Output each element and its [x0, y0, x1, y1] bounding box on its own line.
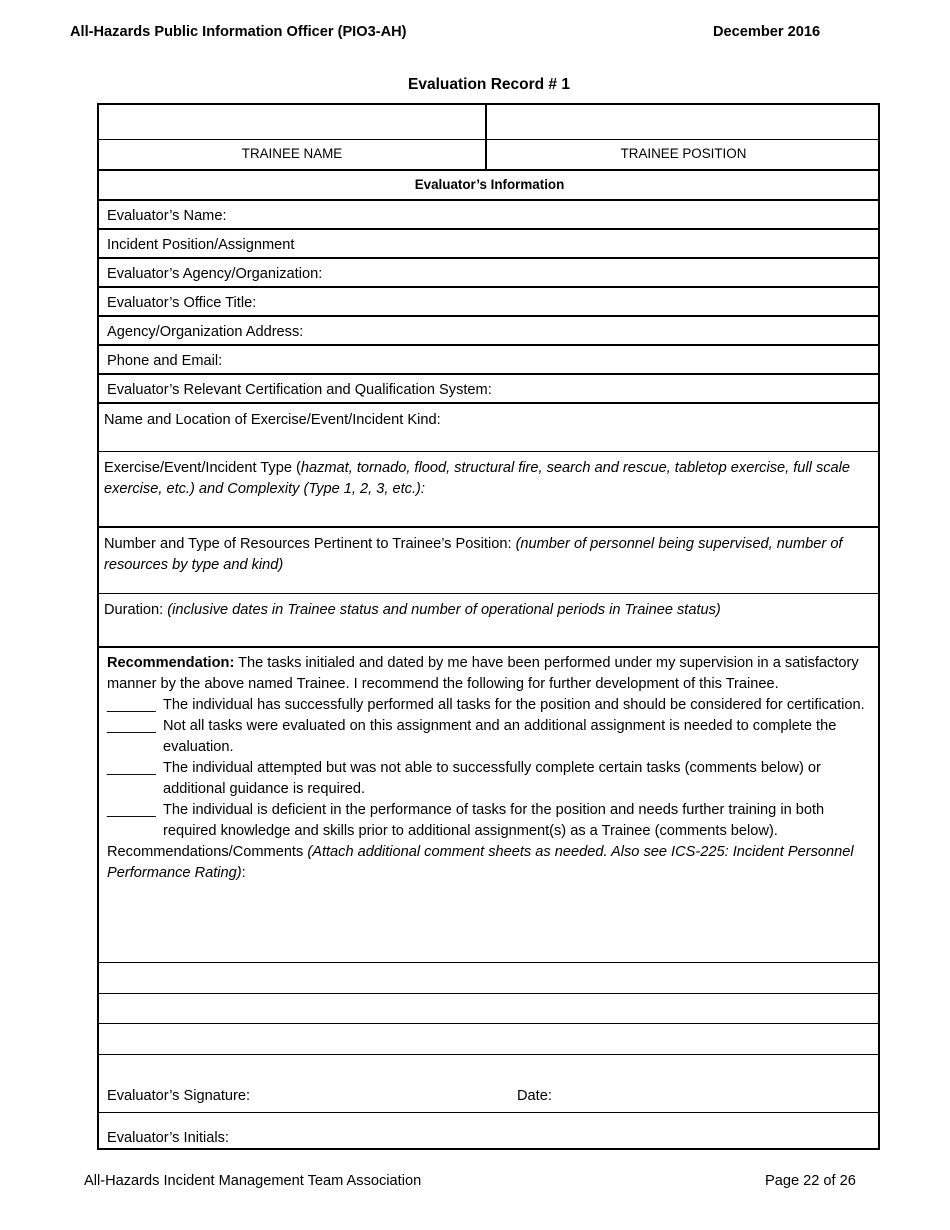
- footer-page-number: Page 22 of 26: [765, 1173, 856, 1189]
- exercise-type-row: [99, 452, 878, 528]
- evaluator-agency-label: Evaluator’s Agency/Organization:: [107, 266, 323, 282]
- duration-row: [99, 594, 878, 648]
- trainee-entry-row: [99, 105, 878, 140]
- agency-address-row: [99, 317, 878, 346]
- duration-label: Duration: (inclusive dates in Trainee status and number of operational periods in Trainee status): [104, 602, 721, 618]
- evaluator-info-heading-row: [99, 171, 878, 201]
- footer-organization: All-Hazards Incident Management Team Association: [84, 1173, 422, 1189]
- phone-email-row: [99, 346, 878, 375]
- evaluator-signature-label: Evaluator’s Signature:: [107, 1088, 251, 1104]
- certification-system-row: [99, 375, 878, 404]
- evaluator-name-row: [99, 201, 878, 230]
- recommendation-intro: Recommendation: The tasks initialed and dated by me have been performed under my supervision in a satisfactory manner by the above named Trainee. I recommend the following for further development of this Trainee.: [107, 655, 859, 692]
- initials-row: [99, 1113, 878, 1150]
- exercise-name-label: Name and Location of Exercise/Event/Incident Kind:: [104, 412, 441, 428]
- evaluator-office-title-row: [99, 288, 878, 317]
- page-title: Evaluation Record # 1: [408, 76, 570, 93]
- phone-email-label: Phone and Email:: [107, 353, 223, 369]
- evaluator-agency-row: [99, 259, 878, 288]
- trainee-label-row: [99, 140, 878, 171]
- recommendation-text: [107, 653, 868, 884]
- agency-address-label: Agency/Organization Address:: [107, 324, 304, 340]
- incident-position-row: [99, 230, 878, 259]
- resources-label: Number and Type of Resources Pertinent to Trainee’s Position: (number of personnel being supervised, number of resources by type and kind): [104, 536, 843, 573]
- signature-date-label: Date:: [517, 1088, 552, 1104]
- recommendation-option: ______ The individual has successfully performed all tasks for the position and should be considered for certification.: [107, 697, 865, 713]
- signature-row: [99, 1055, 878, 1113]
- evaluator-info-heading: Evaluator’s Information: [414, 177, 565, 192]
- evaluator-office-title-label: Evaluator’s Office Title:: [107, 295, 257, 311]
- recommendation-option: ______ Not all tasks were evaluated on this assignment and an additional assignment is needed to complete the evaluation.: [107, 718, 837, 755]
- evaluator-name-label: Evaluator’s Name:: [107, 208, 227, 224]
- exercise-name-row: [99, 404, 878, 452]
- exercise-type-label: Exercise/Event/Incident Type (hazmat, tornado, flood, structural fire, search and rescue, tabletop exercise, full scale exercise, etc.) and Complexity (Type 1, 2, 3, etc.):: [104, 460, 851, 497]
- evaluation-form: [97, 103, 880, 1150]
- certification-system-label: Evaluator’s Relevant Certification and Qualification System:: [107, 382, 492, 398]
- comments-line: [99, 963, 878, 994]
- resources-row: [99, 528, 878, 594]
- comments-line: [99, 1024, 878, 1055]
- header-course-title: All-Hazards Public Information Officer (PIO3-AH): [70, 24, 407, 40]
- evaluator-initials-label: Evaluator’s Initials:: [107, 1130, 229, 1146]
- trainee-name-label: TRAINEE NAME: [241, 146, 343, 161]
- recommendation-section: [99, 648, 878, 963]
- recommendation-option: ______ The individual is deficient in the performance of tasks for the position and needs further training in both required knowledge and skills prior to additional assignment(s) as a Trainee (comments below).: [107, 802, 825, 839]
- incident-position-label: Incident Position/Assignment: [107, 237, 295, 253]
- comments-label: Recommendations/Comments (Attach additional comment sheets as needed. Also see ICS-225: Incident Personnel Performance Rating):: [107, 844, 854, 881]
- recommendation-option: ______ The individual attempted but was not able to successfully complete certain tasks (comments below) or additional guidance is required.: [107, 760, 821, 797]
- comments-line: [99, 994, 878, 1024]
- header-date: December 2016: [713, 24, 821, 40]
- trainee-position-label: TRAINEE POSITION: [620, 146, 747, 161]
